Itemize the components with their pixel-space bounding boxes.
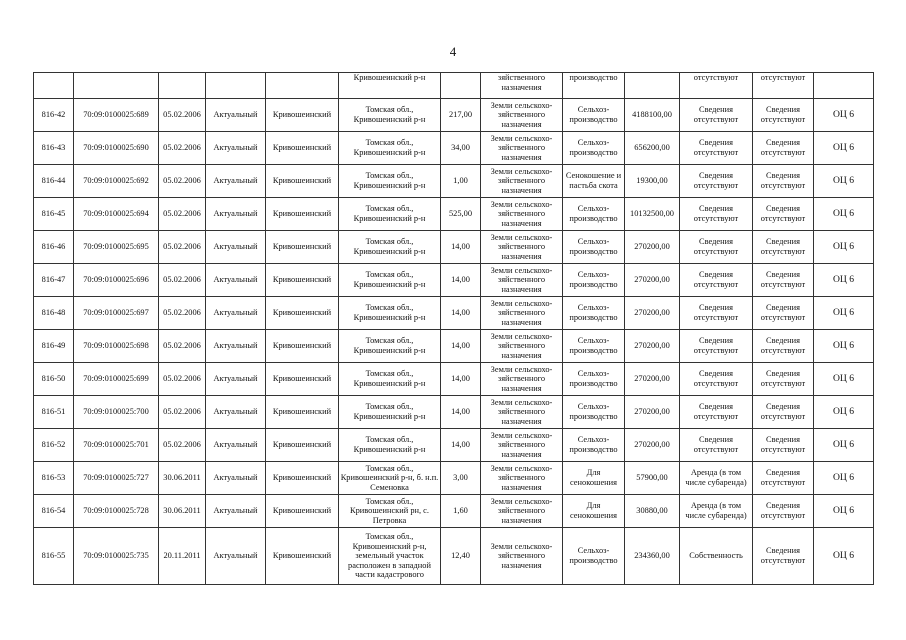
- table-row: [34, 73, 874, 99]
- cell-district: Кривошеинский: [266, 396, 339, 429]
- table-row: [34, 330, 874, 363]
- cell-cadastral-value: 270200,00: [625, 396, 680, 429]
- cell-reg-date: 30.06.2011: [159, 462, 206, 495]
- cell-permitted-use: Сельхоз-производство: [563, 99, 625, 132]
- cell-reg-date: 05.02.2006: [159, 198, 206, 231]
- cell-status: Актуальный: [206, 495, 266, 528]
- cell-permitted-use: Сельхоз-производство: [563, 330, 625, 363]
- cell-status: Актуальный: [206, 297, 266, 330]
- cell-district: Кривошеинский: [266, 462, 339, 495]
- cell-reg-number: 816-44: [34, 165, 74, 198]
- cell-zone: ОЦ 6: [814, 132, 874, 165]
- cell-land-category: Земли сельскохо-зяйственного назначения: [481, 495, 563, 528]
- cell-permitted-use: Для сенокошения: [563, 495, 625, 528]
- cell-address: Томская обл., Кривошеинский р-н: [339, 363, 441, 396]
- cell-area: [441, 73, 481, 99]
- cell-reg-number: 816-53: [34, 462, 74, 495]
- cell-cadastral-value: 30880,00: [625, 495, 680, 528]
- cell-encumbrances: Сведения отсутствуют: [753, 429, 814, 462]
- cell-status: Актуальный: [206, 132, 266, 165]
- cell-encumbrances: Сведения отсутствуют: [753, 198, 814, 231]
- cell-cadastral-value: 270200,00: [625, 429, 680, 462]
- cell-address: Томская обл., Кривошеинский рн, с. Петровка: [339, 495, 441, 528]
- cell-reg-number: 816-54: [34, 495, 74, 528]
- cell-status: Актуальный: [206, 363, 266, 396]
- cell-rights: Сведения отсутствуют: [680, 264, 753, 297]
- cell-reg-date: 30.06.2011: [159, 495, 206, 528]
- cell-rights: Сведения отсутствуют: [680, 231, 753, 264]
- cell-land-category: Земли сельскохо-зяйственного назначения: [481, 330, 563, 363]
- cell-land-category: Земли сельскохо-зяйственного назначения: [481, 99, 563, 132]
- cell-address: Томская обл., Кривошеинский р-н: [339, 165, 441, 198]
- land-registry-table: [33, 72, 874, 585]
- cell-land-category: Земли сельскохо-зяйственного назначения: [481, 396, 563, 429]
- cell-cadastral-value: 57900,00: [625, 462, 680, 495]
- cell-encumbrances: Сведения отсутствуют: [753, 330, 814, 363]
- cell-cadastral-number: 70:09:0100025:694: [74, 198, 159, 231]
- cell-district: Кривошеинский: [266, 231, 339, 264]
- cell-area: 1,60: [441, 495, 481, 528]
- cell-zone: ОЦ 6: [814, 99, 874, 132]
- cell-address: Томская обл., Кривошеинский р-н: [339, 396, 441, 429]
- cell-permitted-use: Сельхоз-производство: [563, 264, 625, 297]
- cell-cadastral-value: 270200,00: [625, 264, 680, 297]
- cell-district: Кривошеинский: [266, 132, 339, 165]
- cell-permitted-use: Сельхоз-производство: [563, 132, 625, 165]
- cell-rights: Сведения отсутствуют: [680, 99, 753, 132]
- cell-district: Кривошеинский: [266, 198, 339, 231]
- table-row: [34, 363, 874, 396]
- cell-cadastral-number: 70:09:0100025:727: [74, 462, 159, 495]
- cell-zone: ОЦ 6: [814, 264, 874, 297]
- cell-reg-number: 816-43: [34, 132, 74, 165]
- cell-zone: [814, 73, 874, 99]
- cell-land-category: Земли сельскохо-зяйственного назначения: [481, 462, 563, 495]
- cell-land-category: Земли сельскохо-зяйственного назначения: [481, 198, 563, 231]
- cell-reg-number: 816-48: [34, 297, 74, 330]
- cell-land-category: Земли сельскохо-зяйственного назначения: [481, 363, 563, 396]
- cell-reg-date: 20.11.2011: [159, 528, 206, 585]
- cell-address: Кривошеинский р-н: [339, 73, 441, 99]
- cell-cadastral-number: 70:09:0100025:728: [74, 495, 159, 528]
- cell-district: Кривошеинский: [266, 330, 339, 363]
- cell-land-category: Земли сельскохо-зяйственного назначения: [481, 429, 563, 462]
- cell-rights: Сведения отсутствуют: [680, 165, 753, 198]
- cell-cadastral-value: 234360,00: [625, 528, 680, 585]
- cell-encumbrances: Сведения отсутствуют: [753, 231, 814, 264]
- cell-area: 14,00: [441, 396, 481, 429]
- cell-status: Актуальный: [206, 396, 266, 429]
- table-row: [34, 231, 874, 264]
- cell-cadastral-number: 70:09:0100025:695: [74, 231, 159, 264]
- cell-reg-number: 816-51: [34, 396, 74, 429]
- cell-rights: Сведения отсутствуют: [680, 396, 753, 429]
- cell-reg-number: 816-47: [34, 264, 74, 297]
- cell-status: [206, 73, 266, 99]
- cell-status: Актуальный: [206, 462, 266, 495]
- cell-cadastral-value: 10132500,00: [625, 198, 680, 231]
- cell-area: 14,00: [441, 429, 481, 462]
- cell-cadastral-number: 70:09:0100025:701: [74, 429, 159, 462]
- cell-zone: ОЦ 6: [814, 429, 874, 462]
- cell-cadastral-number: 70:09:0100025:696: [74, 264, 159, 297]
- cell-address: Томская обл., Кривошеинский р-н, б. н.п. Семеновка: [339, 462, 441, 495]
- cell-district: Кривошеинский: [266, 429, 339, 462]
- cell-cadastral-number: 70:09:0100025:692: [74, 165, 159, 198]
- page-number: 4: [449, 44, 457, 59]
- table-row: [34, 198, 874, 231]
- cell-area: 217,00: [441, 99, 481, 132]
- cell-permitted-use: Сельхоз-производство: [563, 429, 625, 462]
- cell-reg-date: 05.02.2006: [159, 297, 206, 330]
- cell-encumbrances: Сведения отсутствуют: [753, 99, 814, 132]
- cell-address: Томская обл., Кривошеинский р-н, земельный участок расположен в западной части кадастрового: [339, 528, 441, 585]
- cell-zone: ОЦ 6: [814, 231, 874, 264]
- cell-address: Томская обл., Кривошеинский р-н: [339, 264, 441, 297]
- cell-zone: ОЦ 6: [814, 297, 874, 330]
- cell-address: Томская обл., Кривошеинский р-н: [339, 429, 441, 462]
- cell-rights: Собственность: [680, 528, 753, 585]
- cell-permitted-use: Для сенокошения: [563, 462, 625, 495]
- cell-status: Актуальный: [206, 198, 266, 231]
- cell-permitted-use: Сельхоз-производство: [563, 363, 625, 396]
- table-row: [34, 396, 874, 429]
- cell-encumbrances: Сведения отсутствуют: [753, 132, 814, 165]
- cell-zone: ОЦ 6: [814, 495, 874, 528]
- cell-rights: Аренда (в том числе субаренда): [680, 462, 753, 495]
- cell-area: 525,00: [441, 198, 481, 231]
- cell-reg-date: [159, 73, 206, 99]
- cell-district: Кривошеинский: [266, 495, 339, 528]
- cell-cadastral-value: 19300,00: [625, 165, 680, 198]
- cell-rights: Сведения отсутствуют: [680, 132, 753, 165]
- cell-district: Кривошеинский: [266, 99, 339, 132]
- cell-encumbrances: Сведения отсутствуют: [753, 264, 814, 297]
- cell-encumbrances: Сведения отсутствуют: [753, 363, 814, 396]
- cell-encumbrances: Сведения отсутствуют: [753, 462, 814, 495]
- cell-status: Актуальный: [206, 99, 266, 132]
- cell-land-category: Земли сельскохо-зяйственного назначения: [481, 132, 563, 165]
- cell-rights: Сведения отсутствуют: [680, 330, 753, 363]
- cell-address: Томская обл., Кривошеинский р-н: [339, 198, 441, 231]
- cell-cadastral-number: 70:09:0100025:689: [74, 99, 159, 132]
- cell-permitted-use: производство: [563, 73, 625, 99]
- cell-district: Кривошеинский: [266, 528, 339, 585]
- cell-rights: отсутствуют: [680, 73, 753, 99]
- cell-reg-date: 05.02.2006: [159, 264, 206, 297]
- table-row: [34, 462, 874, 495]
- cell-zone: ОЦ 6: [814, 330, 874, 363]
- cell-area: 14,00: [441, 231, 481, 264]
- cell-district: Кривошеинский: [266, 165, 339, 198]
- cell-reg-date: 05.02.2006: [159, 396, 206, 429]
- cell-cadastral-value: 270200,00: [625, 363, 680, 396]
- cell-cadastral-number: 70:09:0100025:735: [74, 528, 159, 585]
- cell-rights: Сведения отсутствуют: [680, 363, 753, 396]
- cell-status: Актуальный: [206, 330, 266, 363]
- cell-cadastral-value: 270200,00: [625, 231, 680, 264]
- cell-area: 12,40: [441, 528, 481, 585]
- cell-cadastral-value: 4188100,00: [625, 99, 680, 132]
- cell-reg-number: 816-46: [34, 231, 74, 264]
- table-row: [34, 99, 874, 132]
- table-row: [34, 528, 874, 585]
- table-body: [34, 73, 874, 585]
- cell-cadastral-number: 70:09:0100025:699: [74, 363, 159, 396]
- cell-status: Актуальный: [206, 165, 266, 198]
- table-row: [34, 264, 874, 297]
- cell-reg-date: 05.02.2006: [159, 429, 206, 462]
- cell-cadastral-value: [625, 73, 680, 99]
- cell-status: Актуальный: [206, 264, 266, 297]
- cell-permitted-use: Сельхоз-производство: [563, 198, 625, 231]
- cell-area: 3,00: [441, 462, 481, 495]
- cell-status: Актуальный: [206, 231, 266, 264]
- cell-encumbrances: Сведения отсутствуют: [753, 165, 814, 198]
- cell-reg-number: 816-50: [34, 363, 74, 396]
- cell-land-category: Земли сельскохо-зяйственного назначения: [481, 297, 563, 330]
- cell-area: 14,00: [441, 264, 481, 297]
- cell-area: 14,00: [441, 363, 481, 396]
- cell-district: Кривошеинский: [266, 363, 339, 396]
- cell-encumbrances: Сведения отсутствуют: [753, 528, 814, 585]
- cell-cadastral-number: 70:09:0100025:690: [74, 132, 159, 165]
- table-row: [34, 165, 874, 198]
- cell-reg-date: 05.02.2006: [159, 330, 206, 363]
- cell-cadastral-value: 270200,00: [625, 330, 680, 363]
- cell-zone: ОЦ 6: [814, 198, 874, 231]
- cell-zone: ОЦ 6: [814, 396, 874, 429]
- cell-permitted-use: Сельхоз-производство: [563, 396, 625, 429]
- cell-area: 1,00: [441, 165, 481, 198]
- cell-encumbrances: отсутствуют: [753, 73, 814, 99]
- cell-zone: ОЦ 6: [814, 462, 874, 495]
- cell-reg-date: 05.02.2006: [159, 231, 206, 264]
- cell-district: Кривошеинский: [266, 264, 339, 297]
- cell-land-category: зяйственного назначения: [481, 73, 563, 99]
- cell-zone: ОЦ 6: [814, 165, 874, 198]
- cell-address: Томская обл., Кривошеинский р-н: [339, 330, 441, 363]
- cell-permitted-use: Сельхоз-производство: [563, 528, 625, 585]
- cell-rights: Сведения отсутствуют: [680, 429, 753, 462]
- cell-address: Томская обл., Кривошеинский р-н: [339, 132, 441, 165]
- cell-area: 14,00: [441, 330, 481, 363]
- cell-cadastral-value: 656200,00: [625, 132, 680, 165]
- cell-cadastral-value: 270200,00: [625, 297, 680, 330]
- cell-address: Томская обл., Кривошеинский р-н: [339, 297, 441, 330]
- cell-cadastral-number: 70:09:0100025:697: [74, 297, 159, 330]
- cell-rights: Аренда (в том числе субаренда): [680, 495, 753, 528]
- cell-reg-number: 816-49: [34, 330, 74, 363]
- cell-zone: ОЦ 6: [814, 528, 874, 585]
- cell-encumbrances: Сведения отсутствуют: [753, 495, 814, 528]
- cell-rights: Сведения отсутствуют: [680, 297, 753, 330]
- cell-land-category: Земли сельскохо-зяйственного назначения: [481, 528, 563, 585]
- cell-address: Томская обл., Кривошеинский р-н: [339, 231, 441, 264]
- cell-reg-number: 816-42: [34, 99, 74, 132]
- cell-district: [266, 73, 339, 99]
- cell-encumbrances: Сведения отсутствуют: [753, 297, 814, 330]
- cell-cadastral-number: 70:09:0100025:700: [74, 396, 159, 429]
- cell-land-category: Земли сельскохо-зяйственного назначения: [481, 231, 563, 264]
- table-row: [34, 297, 874, 330]
- cell-area: 34,00: [441, 132, 481, 165]
- cell-reg-number: 816-45: [34, 198, 74, 231]
- cell-land-category: Земли сельскохо-зяйственного назначения: [481, 264, 563, 297]
- cell-encumbrances: Сведения отсутствуют: [753, 396, 814, 429]
- cell-reg-date: 05.02.2006: [159, 132, 206, 165]
- cell-reg-date: 05.02.2006: [159, 99, 206, 132]
- table-row: [34, 132, 874, 165]
- cell-reg-number: 816-55: [34, 528, 74, 585]
- cell-cadastral-number: [74, 73, 159, 99]
- cell-reg-date: 05.02.2006: [159, 165, 206, 198]
- cell-district: Кривошеинский: [266, 297, 339, 330]
- cell-permitted-use: Сельхоз-производство: [563, 231, 625, 264]
- cell-reg-date: 05.02.2006: [159, 363, 206, 396]
- cell-reg-number: 816-52: [34, 429, 74, 462]
- cell-cadastral-number: 70:09:0100025:698: [74, 330, 159, 363]
- cell-permitted-use: Сенокошение и пастьба скота: [563, 165, 625, 198]
- cell-area: 14,00: [441, 297, 481, 330]
- cell-address: Томская обл., Кривошеинский р-н: [339, 99, 441, 132]
- cell-reg-number: [34, 73, 74, 99]
- cell-rights: Сведения отсутствуют: [680, 198, 753, 231]
- cell-permitted-use: Сельхоз-производство: [563, 297, 625, 330]
- table-row: [34, 495, 874, 528]
- cell-status: Актуальный: [206, 528, 266, 585]
- cell-status: Актуальный: [206, 429, 266, 462]
- table-row: [34, 429, 874, 462]
- cell-land-category: Земли сельскохо-зяйственного назначения: [481, 165, 563, 198]
- cell-zone: ОЦ 6: [814, 363, 874, 396]
